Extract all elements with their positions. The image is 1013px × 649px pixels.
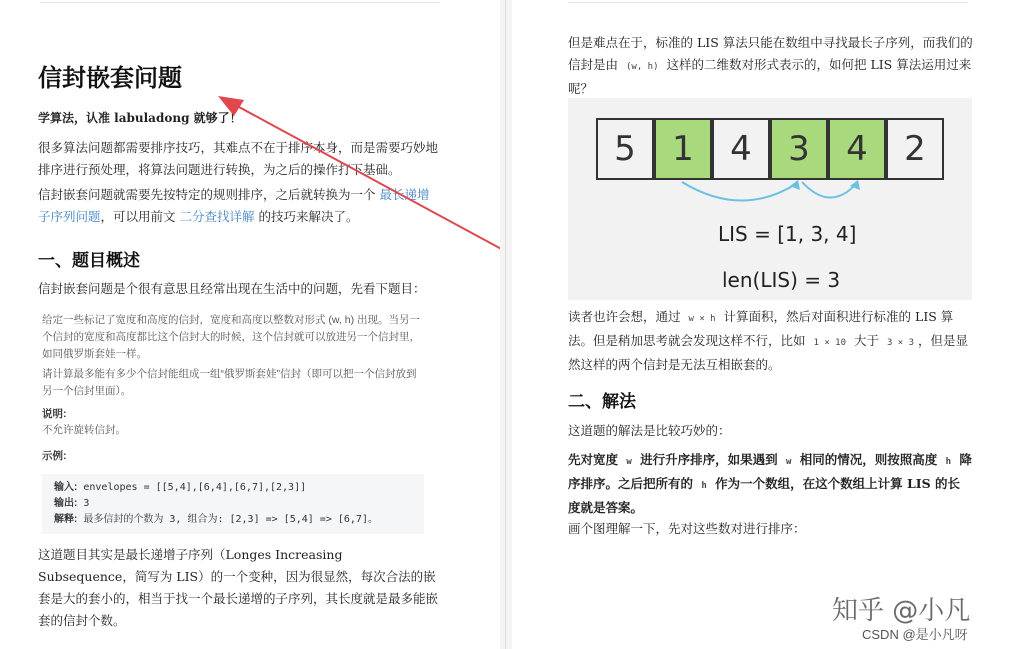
annotation-arrow-icon (200, 88, 500, 263)
lis-label: LIS = [1, 3, 4] (718, 222, 857, 246)
csdn-watermark: CSDN @是小凡呀 (862, 627, 968, 642)
problem-statement: 给定一些标记了宽度和高度的信封，宽度和高度以整数对形式 (w, h) 出现。当另一个信封的宽度和高度都比这个信封大的时候，这个信封就可以放进另一个信封里，如同俄罗斯套娃一样。 (42, 314, 421, 360)
note-label: 说明: (42, 408, 67, 420)
array-cell-highlighted: 1 (654, 118, 712, 180)
code-key: 输入: (54, 482, 78, 493)
problem-question: 请计算最多能有多少个信封能组成一组“俄罗斯套娃”信封（即可以把一个信封放到另一个信封里面）。 (42, 368, 417, 397)
paragraph: 信封嵌套问题是个很有意思且经常出现在生活中的问题，先看下题目： (38, 281, 426, 296)
inline-code: 1 × 10 (813, 338, 846, 348)
paragraph (568, 32, 974, 100)
inline-code: w (626, 457, 632, 467)
example-label: 示例: (42, 450, 67, 462)
paragraph-text: 读者也许会想，通过 (568, 309, 685, 324)
curve-arrow-icon (596, 178, 944, 212)
page-top-rule (568, 2, 968, 3)
page-divider (505, 0, 506, 649)
note-text: 不允许旋转信封。 (42, 424, 126, 436)
inline-code: h (701, 481, 707, 491)
code-line-input (54, 480, 412, 496)
paragraph: 画个图理解一下，先对这些数对进行排序： (568, 521, 806, 536)
example-code-block (42, 474, 424, 534)
paragraph-text: 先对宽度 (568, 452, 623, 467)
paragraph-text: 信封嵌套问题就需要先按特定的规则排序，之后就转换为一个 (38, 187, 380, 202)
code-line-explain (54, 512, 412, 528)
paragraph-text: 的技巧来解决了。 (254, 209, 359, 224)
paragraph-text: 大于 (850, 333, 883, 348)
lis-link[interactable]: 最长递增子序列问题 (38, 187, 430, 224)
paragraph-text: 但是难点在于，标准的 LIS 算法只能在数组中寻找最长子序列，而我们的信封是由 (568, 35, 973, 72)
code-key: 输出: (54, 498, 78, 509)
code-value: envelopes = [[5,4],[6,4],[6,7],[2,3]] (77, 482, 307, 493)
paragraph: 这道题的解法是比较巧妙的： (568, 423, 731, 438)
paragraph-text: 降序排序。之后把所有的 (568, 452, 972, 491)
paragraph-text: ，但是显然这样的两个信封是无法互相嵌套的。 (568, 333, 969, 372)
section-heading: 二、解法 (568, 392, 636, 412)
code-line-output (54, 496, 412, 512)
paragraph (568, 306, 972, 376)
inline-code: (w, h) (625, 62, 659, 72)
section-heading: 一、题目概述 (38, 251, 140, 271)
lis-length-label: len(LIS) = 3 (722, 268, 841, 292)
array-cell-highlighted: 3 (770, 118, 828, 180)
paragraph-text: 这样的二维数对形式表示的，如何把 LIS 算法运用过来呢？ (568, 57, 972, 96)
page-title: 信封嵌套问题 (38, 63, 182, 92)
paragraph-text: 相同的情况，则按照高度 (795, 452, 942, 467)
paragraph: 很多算法问题都需要排序技巧，其难点不在于排序本身，而是需要巧妙地排序进行预处理，将算法问题进行转换，为之后的操作打下基础。 (38, 140, 439, 177)
code-value: 最多信封的个数为 3, 组合为: [2,3] => [5,4] => [6,7]。 (77, 514, 378, 525)
paragraph-emphasis (568, 449, 972, 519)
array-cell: 5 (596, 118, 654, 180)
inline-code: h (945, 457, 952, 467)
array-cells (596, 118, 944, 180)
array-cell: 2 (886, 118, 944, 180)
intro-line: 学算法，认准 labuladong 就够了！ (38, 111, 242, 125)
paragraph-text: 作为一个数组，在这个数组上计算 LIS 的长度就是答案。 (568, 476, 961, 515)
code-key: 解释: (54, 514, 78, 525)
paragraph-text: 计算面积，然后对面积进行标准的 LIS 算法。但是稍加思考就会发现这样不行，比如 (568, 309, 954, 348)
array-cell: 4 (712, 118, 770, 180)
paragraph: 这道题目其实是最长递增子序列（Longes Increasing Subsequence，简写为 LIS）的一个变种，因为很显然，每次合法的嵌套是大的套小的，相当于找一个最长递增的子序列，其长度就是最多能嵌套的信封个数。 (38, 547, 439, 628)
inline-code: 3 × 3 (886, 338, 915, 348)
code-value: 3 (77, 498, 90, 509)
array-cell-highlighted: 4 (828, 118, 886, 180)
document-page-right (512, 0, 1013, 649)
paragraph-text: 进行升序排序，如果遇到 (635, 452, 782, 467)
lis-figure (568, 98, 972, 300)
inline-code: w (786, 457, 792, 467)
page-top-rule (40, 2, 440, 3)
paragraph-text: ，可以用前文 (100, 209, 180, 224)
document-page-left (0, 0, 500, 649)
zhihu-watermark: 知乎 @小凡 (832, 596, 971, 626)
binary-search-link[interactable]: 二分查找详解 (179, 209, 255, 224)
inline-code: w × h (688, 314, 716, 324)
